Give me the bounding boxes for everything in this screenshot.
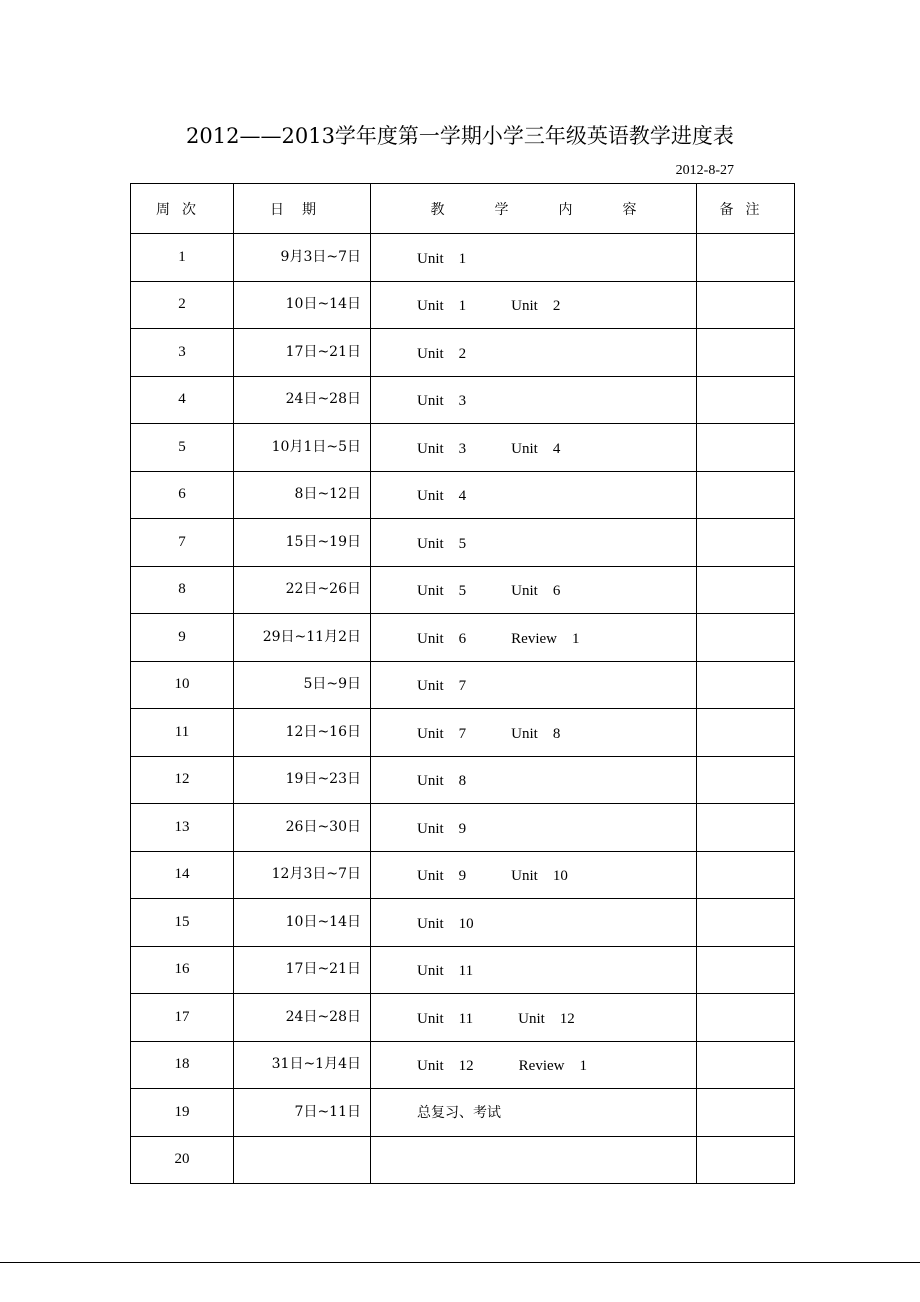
content-item: Unit 4 bbox=[511, 440, 561, 457]
date-cell bbox=[234, 614, 371, 662]
notes-cell bbox=[697, 851, 795, 899]
content-cell bbox=[371, 994, 697, 1042]
notes-cell bbox=[697, 614, 795, 662]
date-cell bbox=[234, 899, 371, 947]
date-cell bbox=[234, 281, 371, 329]
table-row bbox=[131, 281, 795, 329]
week-cell: 16 bbox=[131, 946, 234, 994]
week-cell: 8 bbox=[131, 566, 234, 614]
date-text: 9月3日~7日 bbox=[280, 248, 361, 265]
table-row bbox=[131, 1136, 795, 1184]
content-item: Unit 6 bbox=[417, 630, 467, 647]
date-text: 22日~26日 bbox=[285, 581, 361, 598]
week-cell: 7 bbox=[131, 519, 234, 567]
notes-cell bbox=[697, 519, 795, 567]
table-row bbox=[131, 661, 795, 709]
week-cell: 6 bbox=[131, 471, 234, 519]
content-cell bbox=[371, 946, 697, 994]
table-row bbox=[131, 994, 795, 1042]
date-text: 12日~16日 bbox=[285, 723, 361, 740]
week-cell: 17 bbox=[131, 994, 234, 1042]
date-cell bbox=[234, 519, 371, 567]
table-header-row bbox=[131, 184, 795, 234]
table-row bbox=[131, 756, 795, 804]
table-row bbox=[131, 424, 795, 472]
content-item: Unit 9 bbox=[417, 820, 467, 837]
document-date: 2012-8-27 bbox=[675, 163, 734, 178]
date-text: 24日~28日 bbox=[285, 391, 361, 408]
date-cell bbox=[234, 994, 371, 1042]
notes-cell bbox=[697, 376, 795, 424]
week-cell: 5 bbox=[131, 424, 234, 472]
content-cell bbox=[371, 234, 697, 282]
week-cell: 13 bbox=[131, 804, 234, 852]
content-cell bbox=[371, 614, 697, 662]
notes-cell bbox=[697, 471, 795, 519]
date-text: 24日~28日 bbox=[285, 1008, 361, 1025]
date-cell bbox=[234, 1089, 371, 1137]
table-row bbox=[131, 376, 795, 424]
date-text: 17日~21日 bbox=[285, 961, 361, 978]
week-cell: 4 bbox=[131, 376, 234, 424]
week-cell: 20 bbox=[131, 1136, 234, 1184]
date-text: 12月3日~7日 bbox=[271, 866, 361, 883]
header-week: 周次 bbox=[131, 184, 234, 234]
table-row bbox=[131, 851, 795, 899]
content-cell bbox=[371, 851, 697, 899]
notes-cell bbox=[697, 566, 795, 614]
week-cell: 19 bbox=[131, 1089, 234, 1137]
date-text: 31日~1月4日 bbox=[271, 1056, 361, 1073]
date-cell bbox=[234, 424, 371, 472]
date-cell bbox=[234, 946, 371, 994]
date-text: 29日~11月2日 bbox=[262, 628, 361, 645]
content-item: Unit 8 bbox=[417, 773, 467, 790]
content-item: Unit 1 bbox=[417, 298, 467, 315]
date-text: 10日~14日 bbox=[285, 296, 361, 313]
date-text: 17日~21日 bbox=[285, 343, 361, 360]
table-row bbox=[131, 566, 795, 614]
table-row bbox=[131, 709, 795, 757]
date-cell bbox=[234, 234, 371, 282]
date-text: 7日~11日 bbox=[294, 1103, 361, 1120]
content-item: Review 1 bbox=[518, 1058, 587, 1075]
content-cell bbox=[371, 1136, 697, 1184]
content-item: Unit 2 bbox=[511, 298, 561, 315]
notes-cell bbox=[697, 709, 795, 757]
notes-cell bbox=[697, 234, 795, 282]
date-cell bbox=[234, 376, 371, 424]
table-row bbox=[131, 1041, 795, 1089]
header-content: 教学内容 bbox=[371, 184, 697, 234]
date-text: 19日~23日 bbox=[285, 771, 361, 788]
schedule-table bbox=[130, 183, 795, 1184]
week-cell: 9 bbox=[131, 614, 234, 662]
content-item: Unit 8 bbox=[511, 725, 561, 742]
content-item: Unit 1 bbox=[417, 250, 467, 267]
content-item: Unit 3 bbox=[417, 393, 467, 410]
content-item: Unit 3 bbox=[417, 440, 467, 457]
table-row bbox=[131, 899, 795, 947]
notes-cell bbox=[697, 281, 795, 329]
content-cell bbox=[371, 566, 697, 614]
content-item: Unit 4 bbox=[417, 488, 467, 505]
content-item: Unit 10 bbox=[417, 915, 474, 932]
table-row bbox=[131, 234, 795, 282]
week-cell: 2 bbox=[131, 281, 234, 329]
content-cell bbox=[371, 756, 697, 804]
date-text: 10日~14日 bbox=[285, 913, 361, 930]
date-cell bbox=[234, 756, 371, 804]
document-title: 2012——2013学年度第一学期小学三年级英语教学进度表 bbox=[186, 124, 734, 148]
table-row bbox=[131, 946, 795, 994]
notes-cell bbox=[697, 424, 795, 472]
table-row bbox=[131, 471, 795, 519]
week-cell: 12 bbox=[131, 756, 234, 804]
notes-cell bbox=[697, 661, 795, 709]
notes-cell bbox=[697, 899, 795, 947]
date-cell bbox=[234, 471, 371, 519]
date-text: 10月1日~5日 bbox=[271, 438, 361, 455]
content-cell bbox=[371, 424, 697, 472]
table-row bbox=[131, 614, 795, 662]
content-cell bbox=[371, 899, 697, 947]
content-item: Unit 11 bbox=[417, 963, 474, 980]
date-text: 5日~9日 bbox=[303, 676, 361, 693]
notes-cell bbox=[697, 994, 795, 1042]
week-cell: 10 bbox=[131, 661, 234, 709]
content-cell bbox=[371, 281, 697, 329]
content-item: Unit 10 bbox=[511, 868, 568, 885]
week-cell: 1 bbox=[131, 234, 234, 282]
table-row bbox=[131, 329, 795, 377]
content-item: Review 1 bbox=[511, 630, 580, 647]
date-cell bbox=[234, 804, 371, 852]
content-cell bbox=[371, 709, 697, 757]
content-item: Unit 5 bbox=[417, 583, 467, 600]
notes-cell bbox=[697, 1089, 795, 1137]
content-cell bbox=[371, 519, 697, 567]
content-cell bbox=[371, 376, 697, 424]
notes-cell bbox=[697, 756, 795, 804]
date-text: 8日~12日 bbox=[294, 486, 361, 503]
table-row bbox=[131, 804, 795, 852]
content-cell bbox=[371, 804, 697, 852]
content-cell bbox=[371, 1041, 697, 1089]
header-date: 日期 bbox=[234, 184, 371, 234]
date-cell bbox=[234, 1136, 371, 1184]
notes-cell bbox=[697, 946, 795, 994]
notes-cell bbox=[697, 1136, 795, 1184]
week-cell: 3 bbox=[131, 329, 234, 377]
week-cell: 11 bbox=[131, 709, 234, 757]
table-row bbox=[131, 1089, 795, 1137]
table-row bbox=[131, 519, 795, 567]
date-text: 26日~30日 bbox=[285, 818, 361, 835]
date-cell bbox=[234, 851, 371, 899]
content-item: Unit 11 bbox=[417, 1010, 474, 1027]
content-item: Unit 7 bbox=[417, 678, 467, 695]
date-text: 15日~19日 bbox=[285, 533, 361, 550]
content-item: Unit 7 bbox=[417, 725, 467, 742]
notes-cell bbox=[697, 329, 795, 377]
content-cell bbox=[371, 661, 697, 709]
date-cell bbox=[234, 329, 371, 377]
page-bottom-rule bbox=[0, 1262, 920, 1263]
content-item: Unit 5 bbox=[417, 535, 467, 552]
content-item: Unit 2 bbox=[417, 345, 467, 362]
notes-cell bbox=[697, 804, 795, 852]
date-cell bbox=[234, 661, 371, 709]
week-cell: 18 bbox=[131, 1041, 234, 1089]
notes-cell bbox=[697, 1041, 795, 1089]
content-item: Unit 9 bbox=[417, 868, 467, 885]
date-cell bbox=[234, 566, 371, 614]
content-item: 总复习、考试 bbox=[417, 1105, 501, 1122]
header-notes: 备注 bbox=[697, 184, 795, 234]
date-cell bbox=[234, 1041, 371, 1089]
content-item: Unit 6 bbox=[511, 583, 561, 600]
date-cell bbox=[234, 709, 371, 757]
content-item: Unit 12 bbox=[417, 1058, 474, 1075]
content-cell bbox=[371, 1089, 697, 1137]
content-item: Unit 12 bbox=[518, 1010, 575, 1027]
content-cell bbox=[371, 329, 697, 377]
content-cell bbox=[371, 471, 697, 519]
week-cell: 15 bbox=[131, 899, 234, 947]
week-cell: 14 bbox=[131, 851, 234, 899]
table-body bbox=[131, 234, 795, 1184]
